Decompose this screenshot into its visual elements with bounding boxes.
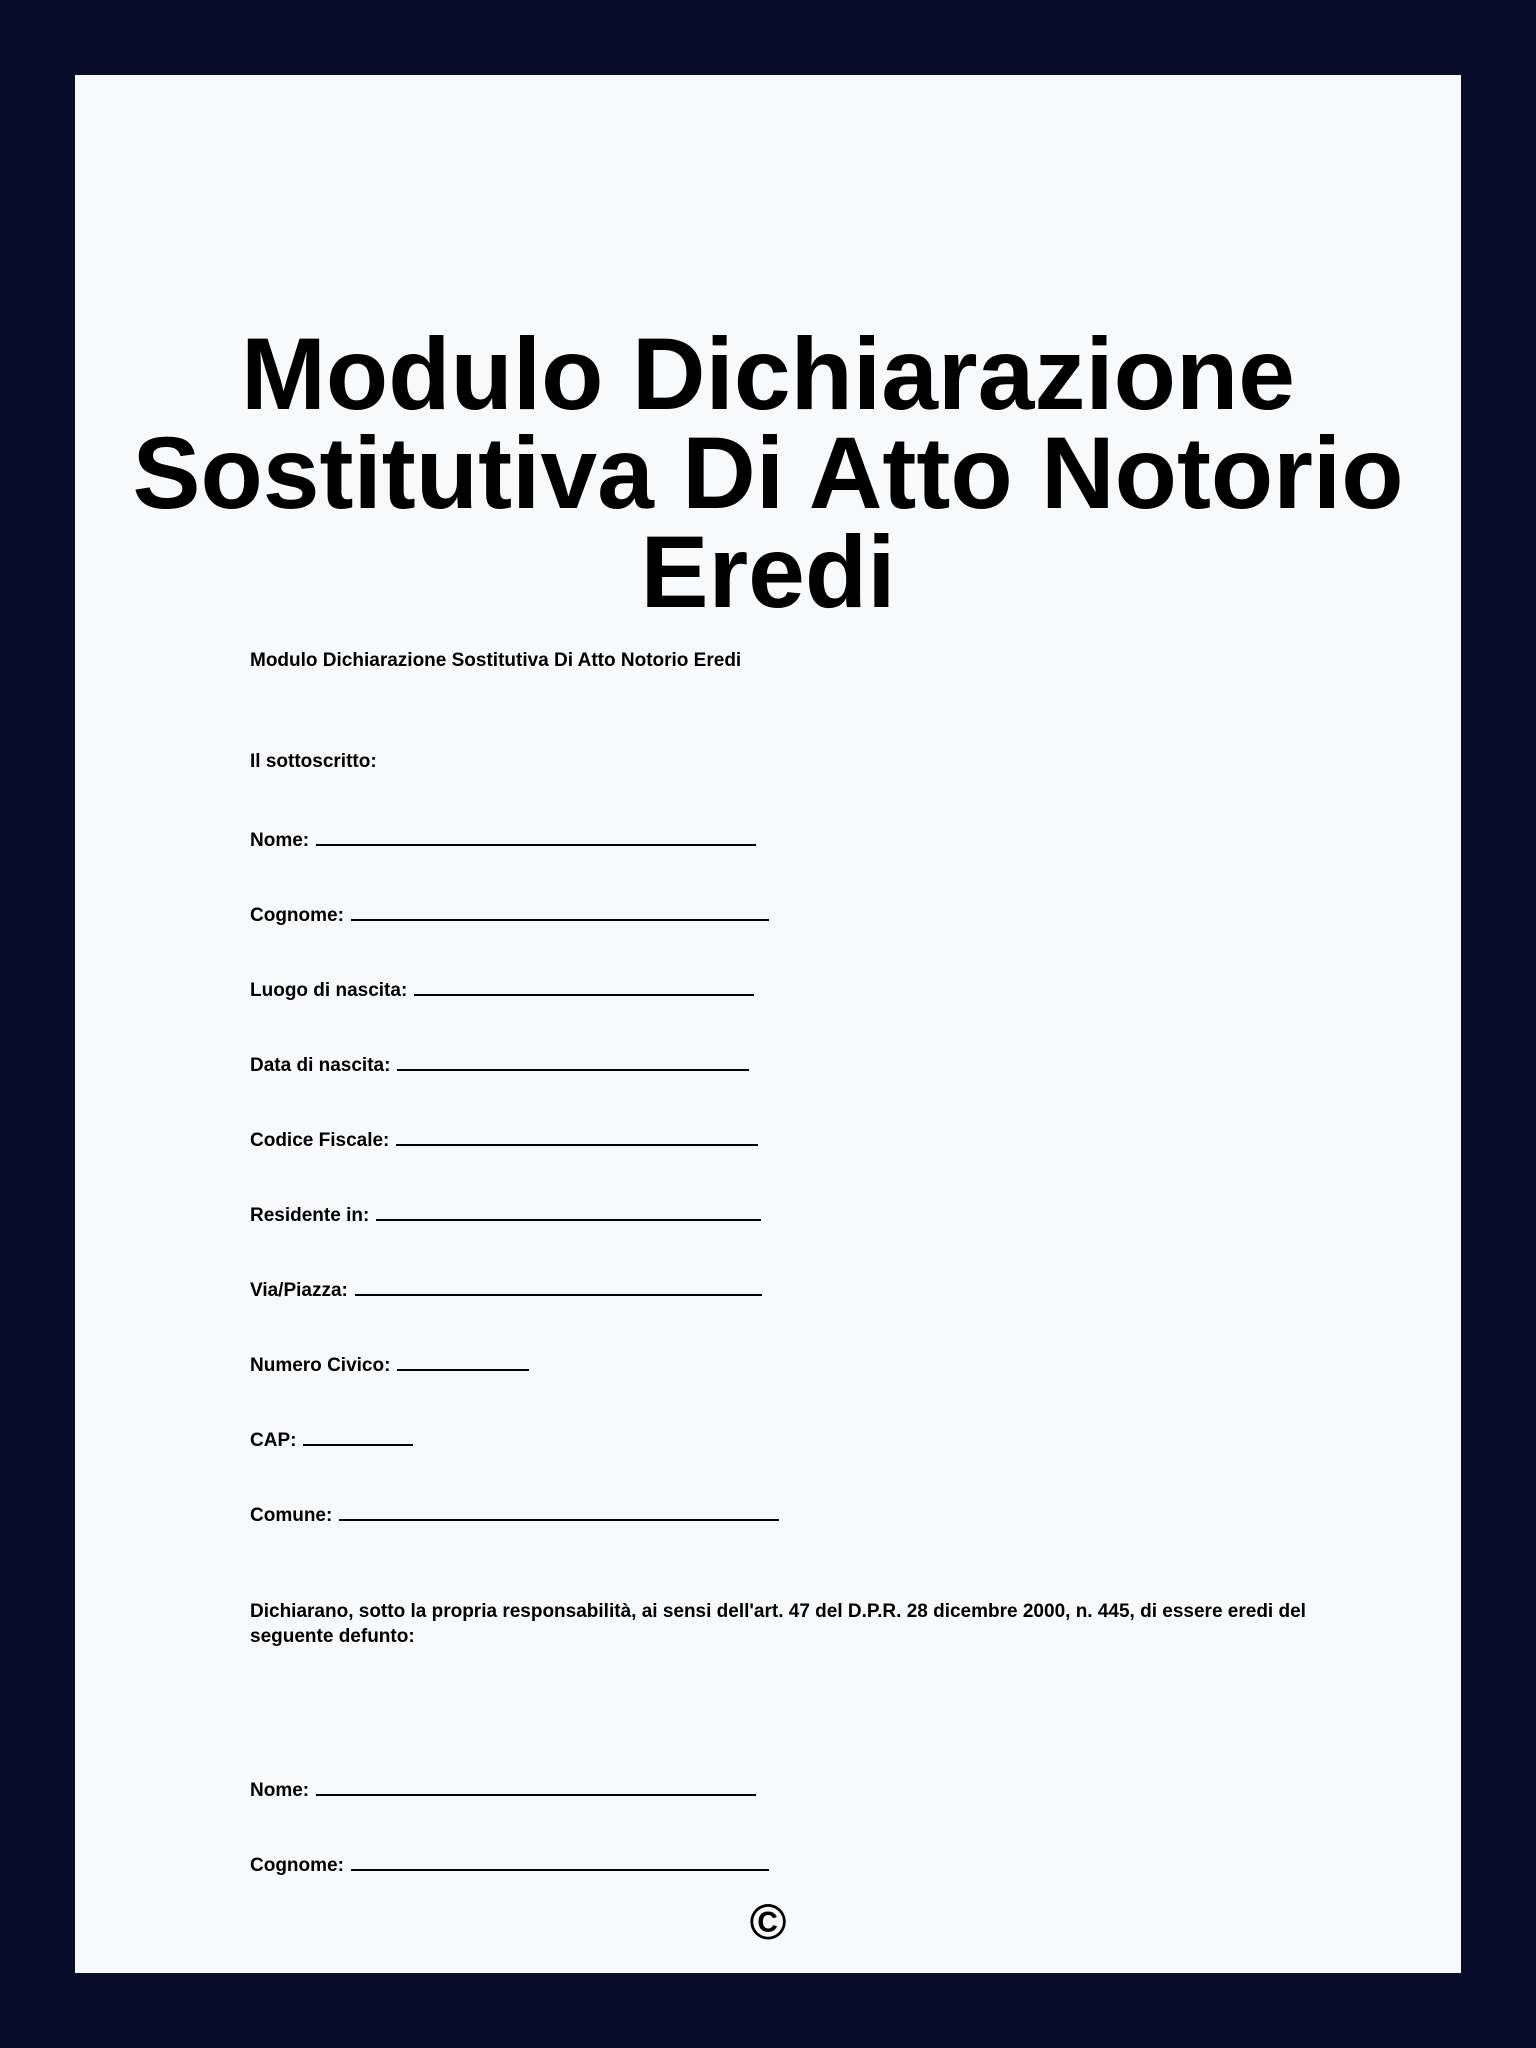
field-label: Cognome:: [250, 1855, 344, 1876]
field-label: Via/Piazza:: [250, 1280, 348, 1301]
field-label: CAP:: [250, 1430, 297, 1451]
field-blank-line[interactable]: [303, 1424, 413, 1446]
intro-text: Il sottoscritto:: [250, 751, 377, 772]
field-cognome[interactable]: [250, 899, 769, 929]
document-page: [75, 75, 1461, 1973]
field-cap[interactable]: [250, 1424, 413, 1454]
field-numero-civico[interactable]: [250, 1349, 529, 1379]
field-blank-line[interactable]: [397, 1349, 529, 1371]
field-blank-line[interactable]: [414, 974, 754, 996]
field-blank-line[interactable]: [351, 899, 769, 921]
field-blank-line[interactable]: [396, 1124, 758, 1146]
field-nome[interactable]: [250, 824, 756, 854]
field-via-piazza[interactable]: [250, 1274, 762, 1304]
declaration-text: Dichiarano, sotto la propria responsabilità, ai sensi dell'art. 47 del D.P.R. 28 dicembre 2000, n. 445, di essere eredi del seguente defunto:: [250, 1601, 1306, 1647]
field-codice-fiscale[interactable]: [250, 1124, 758, 1154]
form-subtitle: Modulo Dichiarazione Sostitutiva Di Atto Notorio Eredi: [250, 650, 742, 671]
field-label: Data di nascita:: [250, 1055, 391, 1076]
field-defunto-cognome[interactable]: [250, 1849, 769, 1879]
field-label: Nome:: [250, 1780, 310, 1801]
field-label: Luogo di nascita:: [250, 980, 408, 1001]
field-data-nascita[interactable]: [250, 1049, 749, 1079]
field-blank-line[interactable]: [376, 1199, 761, 1221]
field-blank-line[interactable]: [339, 1499, 779, 1521]
field-blank-line[interactable]: [316, 1774, 756, 1796]
document-title: Modulo Dichiarazione Sostitutiva Di Atto Notorio Eredi: [132, 317, 1404, 629]
field-label: Nome:: [250, 830, 310, 851]
field-defunto-nome[interactable]: [250, 1774, 756, 1804]
field-label: Codice Fiscale:: [250, 1130, 390, 1151]
field-label: Residente in:: [250, 1205, 370, 1226]
field-residente-in[interactable]: [250, 1199, 761, 1229]
field-label: Cognome:: [250, 905, 344, 926]
field-label: Numero Civico:: [250, 1355, 391, 1376]
field-blank-line[interactable]: [397, 1049, 749, 1071]
field-blank-line[interactable]: [355, 1274, 762, 1296]
field-blank-line[interactable]: [316, 824, 756, 846]
field-blank-line[interactable]: [351, 1849, 769, 1871]
field-luogo-nascita[interactable]: [250, 974, 754, 1004]
field-comune[interactable]: [250, 1499, 779, 1529]
field-label: Comune:: [250, 1505, 333, 1526]
copyright-icon: ©: [749, 1894, 787, 1950]
